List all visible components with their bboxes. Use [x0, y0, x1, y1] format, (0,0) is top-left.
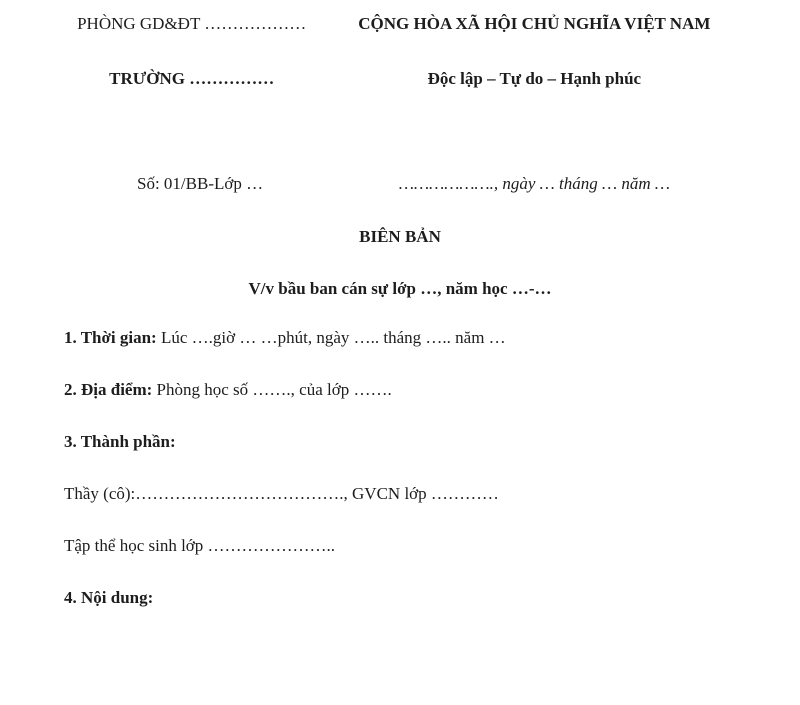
date-place-line: ………………., ngày … tháng … năm … — [398, 174, 670, 193]
section-dia-diem-label: 2. Địa điểm: — [64, 380, 153, 399]
national-motto: Độc lập – Tự do – Hạnh phúc — [427, 69, 642, 88]
section-thoi-gian-label: 1. Thời gian: — [64, 328, 157, 347]
section-thoi-gian-text: Lúc ….giờ … …phút, ngày ….. tháng ….. năm … — [156, 328, 506, 347]
document-title: BIÊN BẢN — [359, 227, 441, 246]
section-noi-dung-label: 4. Nội dung: — [64, 588, 154, 607]
header-left-column — [30, 13, 353, 89]
document-header — [0, 0, 800, 89]
section-dia-diem — [64, 379, 760, 401]
national-header: CỘNG HÒA XÃ HỘI CHỦ NGHĨA VIỆT NAM — [358, 14, 711, 33]
header-right-column — [353, 13, 715, 89]
issuing-authority: PHÒNG GD&ĐT ……………… — [77, 14, 307, 33]
meta-row — [0, 173, 800, 195]
section-thoi-gian — [64, 327, 760, 349]
document-body — [0, 327, 800, 609]
line-hoc-sinh — [64, 535, 760, 557]
section-dia-diem-text: Phòng học số ……., của lớp ……. — [152, 380, 392, 399]
line-hoc-sinh-text: Tập thể học sinh lớp ………………….. — [64, 536, 336, 555]
line-gvcn — [64, 483, 760, 505]
line-gvcn-text: Thầy (cô):………………………………., GVCN lớp ………… — [64, 484, 499, 503]
document-number: Số: 01/BB-Lớp … — [137, 174, 264, 193]
section-thanh-phan-label: 3. Thành phần: — [64, 432, 176, 451]
section-thanh-phan — [64, 431, 760, 453]
school-name: TRƯỜNG …………… — [109, 69, 275, 88]
document-subtitle: V/v bầu ban cán sự lớp …, năm học …-… — [248, 279, 552, 298]
section-noi-dung — [64, 587, 760, 609]
